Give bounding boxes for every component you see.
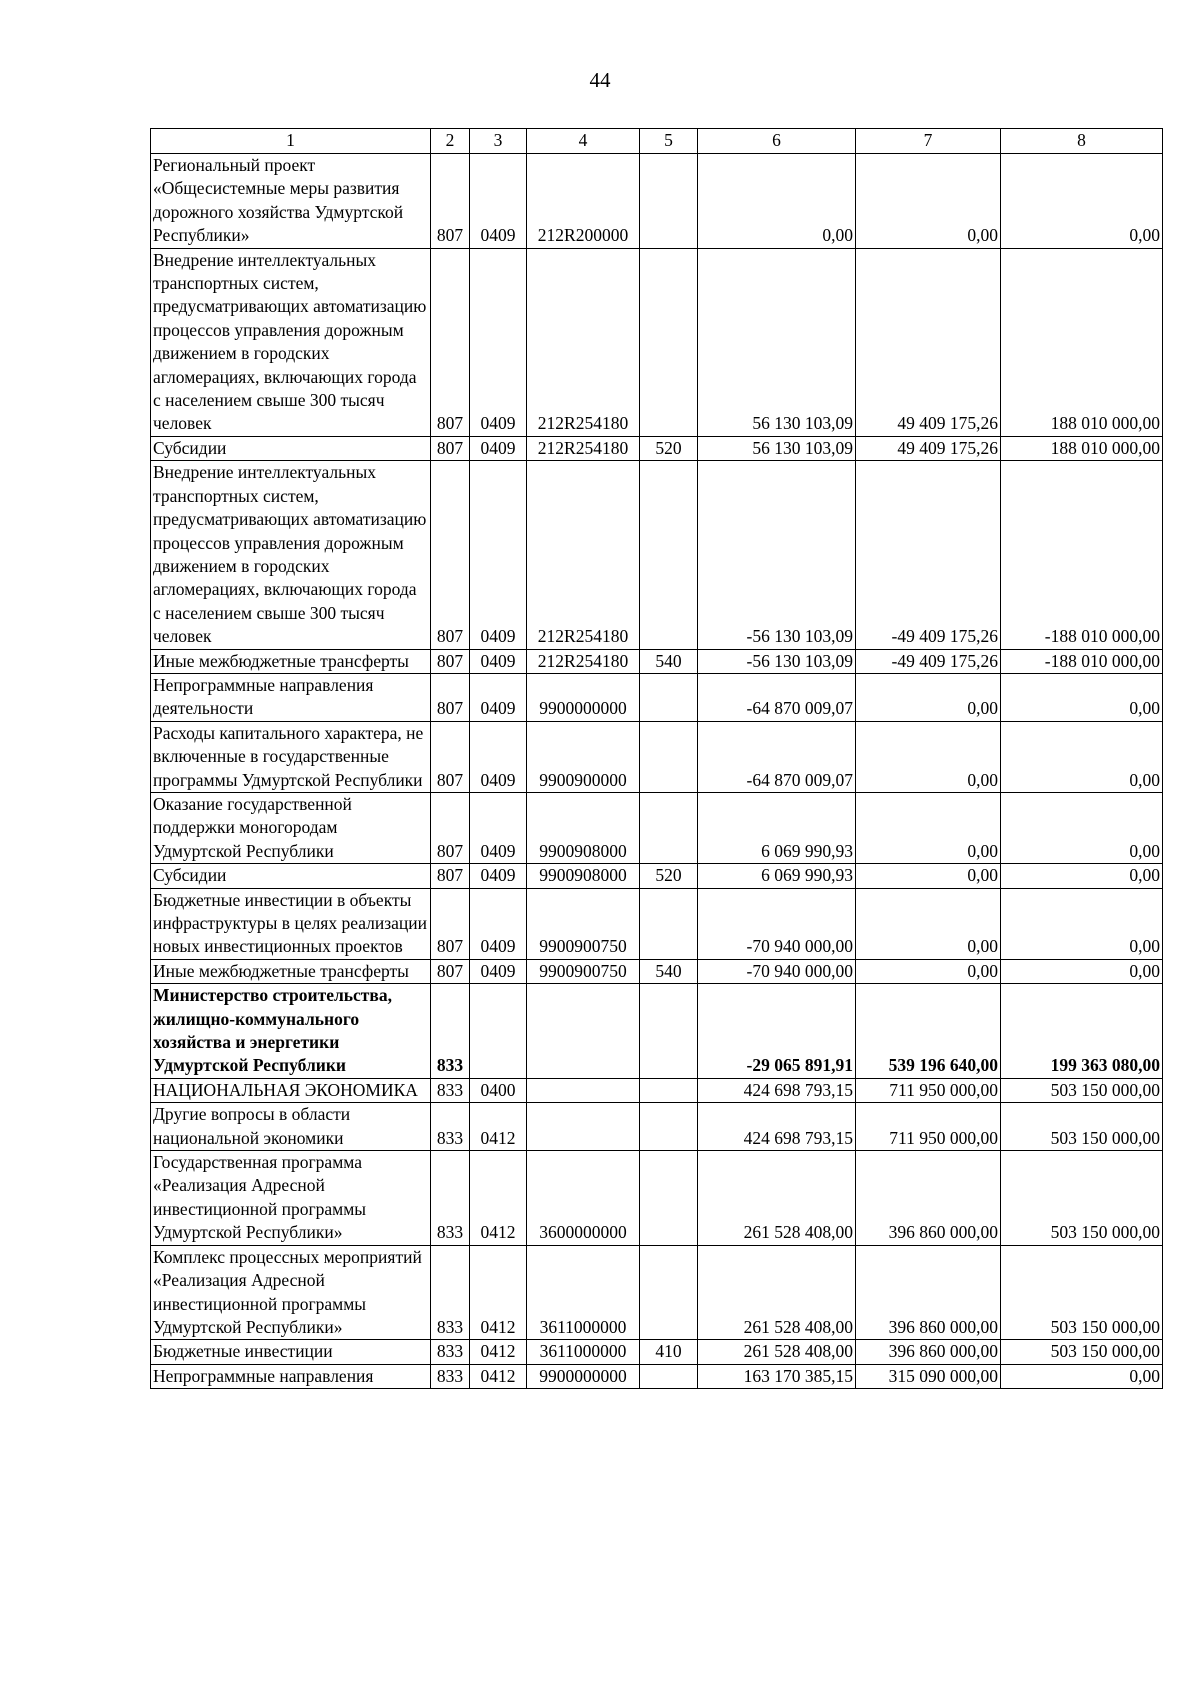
- row-name: Непрограммные направления деятельности: [151, 673, 431, 721]
- cell-amount-8: 0,00: [1001, 673, 1163, 721]
- cell-ministry-code: 807: [431, 461, 470, 649]
- row-name: Министерство строительства, жилищно-коммунального хозяйства и энергетики Удмуртской Республики: [151, 984, 431, 1079]
- cell-expense-type: [640, 984, 698, 1079]
- cell-ministry-code: 807: [431, 673, 470, 721]
- cell-section-code: 0409: [470, 248, 527, 436]
- budget-table: [150, 128, 1163, 1389]
- col-header: 7: [856, 129, 1001, 154]
- cell-expense-type: [640, 1103, 698, 1151]
- row-name: Субсидии: [151, 864, 431, 888]
- cell-target-article: 9900900750: [527, 888, 640, 959]
- col-header: 8: [1001, 129, 1163, 154]
- cell-target-article: 9900000000: [527, 1364, 640, 1388]
- cell-amount-7: -49 409 175,26: [856, 461, 1001, 649]
- cell-section-code: 0412: [470, 1151, 527, 1246]
- cell-amount-8: -188 010 000,00: [1001, 649, 1163, 673]
- cell-expense-type: 540: [640, 649, 698, 673]
- row-name: Бюджетные инвестиции в объекты инфраструктуры в целях реализации новых инвестиционных проектов: [151, 888, 431, 959]
- cell-amount-8: -188 010 000,00: [1001, 461, 1163, 649]
- row-name: Бюджетные инвестиции: [151, 1340, 431, 1364]
- cell-target-article: 212R254180: [527, 248, 640, 436]
- cell-amount-7: -49 409 175,26: [856, 649, 1001, 673]
- cell-amount-7: 711 950 000,00: [856, 1103, 1001, 1151]
- cell-amount-7: 49 409 175,26: [856, 436, 1001, 460]
- cell-amount-6: 261 528 408,00: [698, 1245, 856, 1340]
- row-name: Государственная программа «Реализация Адресной инвестиционной программы Удмуртской Республики»: [151, 1151, 431, 1246]
- cell-ministry-code: 833: [431, 984, 470, 1079]
- cell-amount-6: 261 528 408,00: [698, 1151, 856, 1246]
- page-number: 44: [589, 68, 611, 92]
- cell-target-article: 9900000000: [527, 673, 640, 721]
- cell-amount-6: -64 870 009,07: [698, 721, 856, 792]
- cell-expense-type: [640, 1364, 698, 1388]
- row-name: Оказание государственной поддержки моногородам Удмуртской Республики: [151, 792, 431, 863]
- cell-target-article: 3611000000: [527, 1340, 640, 1364]
- cell-ministry-code: 833: [431, 1151, 470, 1246]
- cell-amount-6: 6 069 990,93: [698, 864, 856, 888]
- cell-expense-type: 540: [640, 959, 698, 983]
- row-name: Иные межбюджетные трансферты: [151, 959, 431, 983]
- cell-ministry-code: 833: [431, 1364, 470, 1388]
- row-name: Расходы капитального характера, не включенные в государственные программы Удмуртской Республики: [151, 721, 431, 792]
- cell-target-article: 9900900000: [527, 721, 640, 792]
- cell-amount-8: 503 150 000,00: [1001, 1078, 1163, 1102]
- col-header: 1: [151, 129, 431, 154]
- table-row: [151, 1103, 1163, 1151]
- cell-section-code: 0409: [470, 721, 527, 792]
- table-row: [151, 1245, 1163, 1340]
- cell-section-code: 0409: [470, 673, 527, 721]
- cell-ministry-code: 833: [431, 1078, 470, 1102]
- cell-expense-type: [640, 673, 698, 721]
- table-row: [151, 888, 1163, 959]
- cell-target-article: [527, 1103, 640, 1151]
- row-name: Непрограммные направления: [151, 1364, 431, 1388]
- cell-section-code: 0409: [470, 864, 527, 888]
- cell-amount-6: 424 698 793,15: [698, 1078, 856, 1102]
- cell-amount-7: 0,00: [856, 864, 1001, 888]
- cell-amount-8: 503 150 000,00: [1001, 1103, 1163, 1151]
- cell-amount-6: -64 870 009,07: [698, 673, 856, 721]
- cell-expense-type: [640, 154, 698, 249]
- cell-amount-8: 0,00: [1001, 1364, 1163, 1388]
- cell-ministry-code: 807: [431, 649, 470, 673]
- cell-expense-type: [640, 792, 698, 863]
- col-header: 2: [431, 129, 470, 154]
- row-name: Другие вопросы в области национальной экономики: [151, 1103, 431, 1151]
- cell-amount-8: 0,00: [1001, 792, 1163, 863]
- cell-amount-7: 711 950 000,00: [856, 1078, 1001, 1102]
- col-header: 3: [470, 129, 527, 154]
- table-row: [151, 154, 1163, 249]
- table-row: [151, 461, 1163, 649]
- cell-amount-8: 0,00: [1001, 888, 1163, 959]
- cell-amount-8: 199 363 080,00: [1001, 984, 1163, 1079]
- cell-amount-6: -56 130 103,09: [698, 461, 856, 649]
- cell-expense-type: [640, 1245, 698, 1340]
- cell-ministry-code: 807: [431, 721, 470, 792]
- cell-expense-type: 520: [640, 436, 698, 460]
- cell-section-code: 0412: [470, 1364, 527, 1388]
- cell-section-code: 0412: [470, 1340, 527, 1364]
- cell-amount-6: -70 940 000,00: [698, 888, 856, 959]
- cell-amount-7: 0,00: [856, 673, 1001, 721]
- cell-amount-8: 0,00: [1001, 864, 1163, 888]
- cell-amount-6: -56 130 103,09: [698, 649, 856, 673]
- cell-amount-6: 424 698 793,15: [698, 1103, 856, 1151]
- cell-ministry-code: 807: [431, 436, 470, 460]
- cell-amount-6: 56 130 103,09: [698, 248, 856, 436]
- cell-amount-7: 396 860 000,00: [856, 1245, 1001, 1340]
- cell-expense-type: [640, 888, 698, 959]
- col-header: 6: [698, 129, 856, 154]
- cell-section-code: 0409: [470, 792, 527, 863]
- cell-ministry-code: 807: [431, 792, 470, 863]
- cell-section-code: 0409: [470, 154, 527, 249]
- cell-expense-type: 410: [640, 1340, 698, 1364]
- row-name: Внедрение интеллектуальных транспортных систем, предусматривающих автоматизацию процессов управления дорожным движением в городских агломерациях, включающих города с населением свыше 300 тысяч человек: [151, 248, 431, 436]
- row-name: Региональный проект «Общесистемные меры развития дорожного хозяйства Удмуртской Республики»: [151, 154, 431, 249]
- cell-amount-6: 163 170 385,15: [698, 1364, 856, 1388]
- table-row: [151, 248, 1163, 436]
- cell-amount-7: 49 409 175,26: [856, 248, 1001, 436]
- cell-target-article: 3611000000: [527, 1245, 640, 1340]
- cell-amount-7: 0,00: [856, 959, 1001, 983]
- cell-target-article: [527, 984, 640, 1079]
- cell-amount-6: -70 940 000,00: [698, 959, 856, 983]
- table-row: [151, 984, 1163, 1079]
- cell-section-code: 0409: [470, 461, 527, 649]
- table-row: [151, 673, 1163, 721]
- cell-target-article: [527, 1078, 640, 1102]
- table-row: [151, 1078, 1163, 1102]
- table-row: [151, 436, 1163, 460]
- table-row: [151, 792, 1163, 863]
- cell-amount-7: 396 860 000,00: [856, 1340, 1001, 1364]
- table-row: [151, 649, 1163, 673]
- table-row: [151, 721, 1163, 792]
- cell-expense-type: [640, 1151, 698, 1246]
- cell-ministry-code: 807: [431, 248, 470, 436]
- row-name: Субсидии: [151, 436, 431, 460]
- col-header: 5: [640, 129, 698, 154]
- cell-ministry-code: 807: [431, 959, 470, 983]
- cell-section-code: 0409: [470, 888, 527, 959]
- row-name: Комплекс процессных мероприятий «Реализация Адресной инвестиционной программы Удмуртской Республики»: [151, 1245, 431, 1340]
- cell-amount-6: 6 069 990,93: [698, 792, 856, 863]
- table-row: [151, 1340, 1163, 1364]
- cell-section-code: 0409: [470, 436, 527, 460]
- cell-section-code: 0412: [470, 1245, 527, 1340]
- cell-amount-7: 0,00: [856, 888, 1001, 959]
- col-header: 4: [527, 129, 640, 154]
- cell-amount-7: 396 860 000,00: [856, 1151, 1001, 1246]
- table-row: [151, 1151, 1163, 1246]
- cell-ministry-code: 807: [431, 888, 470, 959]
- cell-expense-type: [640, 248, 698, 436]
- cell-amount-8: 188 010 000,00: [1001, 436, 1163, 460]
- cell-expense-type: [640, 721, 698, 792]
- cell-target-article: 212R254180: [527, 436, 640, 460]
- cell-amount-7: 315 090 000,00: [856, 1364, 1001, 1388]
- table-body: [151, 154, 1163, 1389]
- table-row: [151, 959, 1163, 983]
- cell-section-code: 0412: [470, 1103, 527, 1151]
- cell-target-article: 9900908000: [527, 864, 640, 888]
- cell-amount-6: 261 528 408,00: [698, 1340, 856, 1364]
- cell-amount-8: 503 150 000,00: [1001, 1151, 1163, 1246]
- cell-target-article: 212R200000: [527, 154, 640, 249]
- cell-ministry-code: 807: [431, 154, 470, 249]
- cell-section-code: 0400: [470, 1078, 527, 1102]
- cell-target-article: 9900908000: [527, 792, 640, 863]
- cell-amount-8: 503 150 000,00: [1001, 1245, 1163, 1340]
- cell-target-article: 9900900750: [527, 959, 640, 983]
- header-row: [151, 129, 1163, 154]
- cell-amount-7: 0,00: [856, 792, 1001, 863]
- cell-amount-7: 0,00: [856, 721, 1001, 792]
- cell-ministry-code: 833: [431, 1340, 470, 1364]
- cell-amount-8: 503 150 000,00: [1001, 1340, 1163, 1364]
- cell-amount-8: 0,00: [1001, 154, 1163, 249]
- cell-ministry-code: 807: [431, 864, 470, 888]
- cell-amount-7: 0,00: [856, 154, 1001, 249]
- cell-target-article: 3600000000: [527, 1151, 640, 1246]
- cell-ministry-code: 833: [431, 1103, 470, 1151]
- cell-section-code: 0409: [470, 959, 527, 983]
- cell-ministry-code: 833: [431, 1245, 470, 1340]
- cell-amount-8: 0,00: [1001, 721, 1163, 792]
- cell-amount-8: 188 010 000,00: [1001, 248, 1163, 436]
- cell-amount-8: 0,00: [1001, 959, 1163, 983]
- cell-expense-type: [640, 461, 698, 649]
- cell-section-code: 0409: [470, 649, 527, 673]
- cell-amount-7: 539 196 640,00: [856, 984, 1001, 1079]
- cell-amount-6: 0,00: [698, 154, 856, 249]
- row-name: НАЦИОНАЛЬНАЯ ЭКОНОМИКА: [151, 1078, 431, 1102]
- cell-target-article: 212R254180: [527, 461, 640, 649]
- cell-amount-6: 56 130 103,09: [698, 436, 856, 460]
- row-name: Иные межбюджетные трансферты: [151, 649, 431, 673]
- table-row: [151, 864, 1163, 888]
- cell-amount-6: -29 065 891,91: [698, 984, 856, 1079]
- cell-expense-type: 520: [640, 864, 698, 888]
- cell-expense-type: [640, 1078, 698, 1102]
- cell-section-code: [470, 984, 527, 1079]
- cell-target-article: 212R254180: [527, 649, 640, 673]
- table-row: [151, 1364, 1163, 1388]
- row-name: Внедрение интеллектуальных транспортных систем, предусматривающих автоматизацию процессов управления дорожным движением в городских агломерациях, включающих города с населением свыше 300 тысяч человек: [151, 461, 431, 649]
